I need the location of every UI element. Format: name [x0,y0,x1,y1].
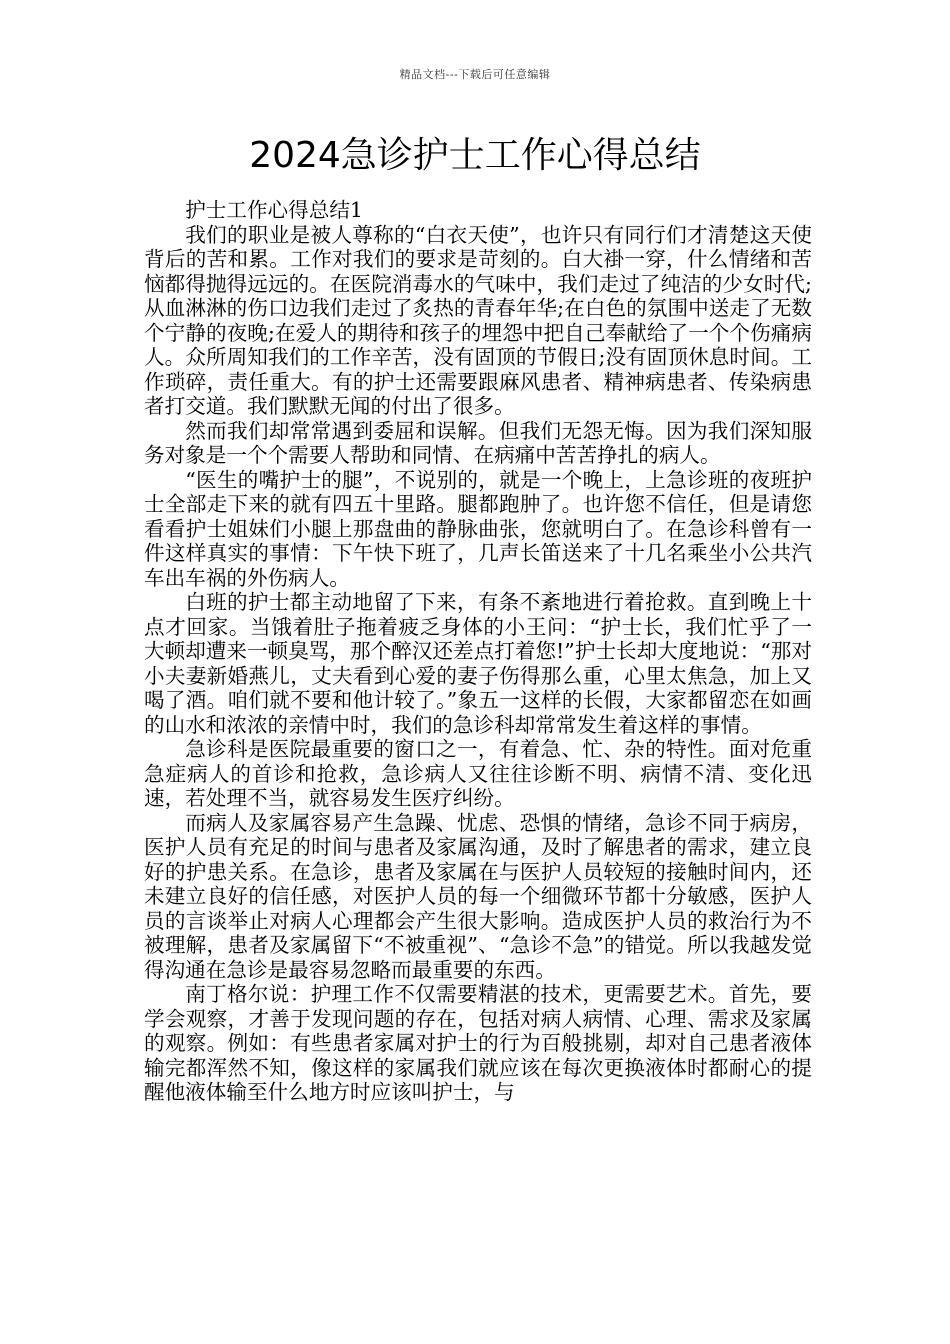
paragraph-5: 急诊科是医院最重要的窗口之一，有着急、忙、杂的特性。面对危重急症病人的首诊和抢救，急诊病人又往往诊断不明、病情不清、变化迅速，若处理不当，就容易发生医疗纠纷。 [144,737,812,810]
document-header-note: 精品文档---下载后可任意编辑 [399,68,551,81]
document-body [144,198,812,1105]
section-subheading: 护士工作心得总结1 [185,198,364,222]
document-title: 2024急诊护士工作心得总结 [249,135,701,176]
paragraph-6: 而病人及家属容易产生急躁、忧虑、恐惧的情绪，急诊不同于病房，医护人员有充足的时间与患者及家属沟通，及时了解患者的需求，建立良好的护患关系。在急诊，患者及家属在与医护人员较短的接触时间内，还未建立良好的信任感，对医护人员的每一个细微环节都十分敏感，医护人员的言谈举止对病人心理都会产生很大影响。造成医护人员的救治行为不被理解，患者及家属留下“不被重视”、“急诊不急”的错觉。所以我越发觉得沟通在急诊是最容易忽略而最重要的东西。 [144,810,812,982]
paragraph-3: “医生的嘴护士的腿”，不说别的，就是一个晚上，上急诊班的夜班护士全部走下来的就有四五十里路。腿都跑肿了。也许您不信任，但是请您看看护士姐妹们小腿上那盘曲的静脉曲张，您就明白了。在急诊科曾有一件这样真实的事情：下午快下班了，几声长笛送来了十几名乘坐小公共汽车出车祸的外伤病人。 [144,467,812,590]
paragraph-2: 然而我们却常常遇到委屈和误解。但我们无怨无悔。因为我们深知服务对象是一个个需要人帮助和同情、在病痛中苦苦挣扎的病人。 [144,418,812,467]
paragraph-7: 南丁格尔说：护理工作不仅需要精湛的技术，更需要艺术。首先，要学会观察，才善于发现问题的存在，包括对病人病情、心理、需求及家属的观察。例如：有些患者家属对护士的行为百般挑剔，却对自己患者液体输完都浑然不知，像这样的家属我们就应该在每次更换液体时都耐心的提醒他液体输至什么地方时应该叫护士，与 [144,982,812,1104]
paragraph-1: 我们的职业是被人尊称的“白衣天使”，也许只有同行们才清楚这天使背后的苦和累。工作对我们的要求是苛刻的。白大褂一穿，什么情绪和苦恼都得抛得远远的。在医院消毒水的气味中，我们走过了纯洁的少女时代;从血淋淋的伤口边我们走过了炙热的青春年华;在白色的氛围中送走了无数个宁静的夜晚;在爱人的期待和孩子的埋怨中把自己奉献给了一个个伤痛病人。众所周知我们的工作辛苦，没有固顶的节假日;没有固顶休息时间。工作琐碎，责任重大。有的护士还需要跟麻风患者、精神病患者、传染病患者打交道。我们默默无闻的付出了很多。 [144,222,812,418]
paragraph-4: 白班的护士都主动地留了下来，有条不紊地进行着抢救。直到晚上十点才回家。当饿着肚子拖着疲乏身体的小王问：“护士长，我们忙乎了一大顿却遭来一顿臭骂，那个醉汉还差点打着您!”护士长却大度地说：“那对小夫妻新婚燕儿，丈夫看到心爱的妻子伤得那么重，心里太焦急，加上又喝了酒。咱们就不要和他计较了。”象五一这样的长假，大家都留恋在如画的山水和浓浓的亲情中时，我们的急诊科却常常发生着这样的事情。 [144,590,812,737]
